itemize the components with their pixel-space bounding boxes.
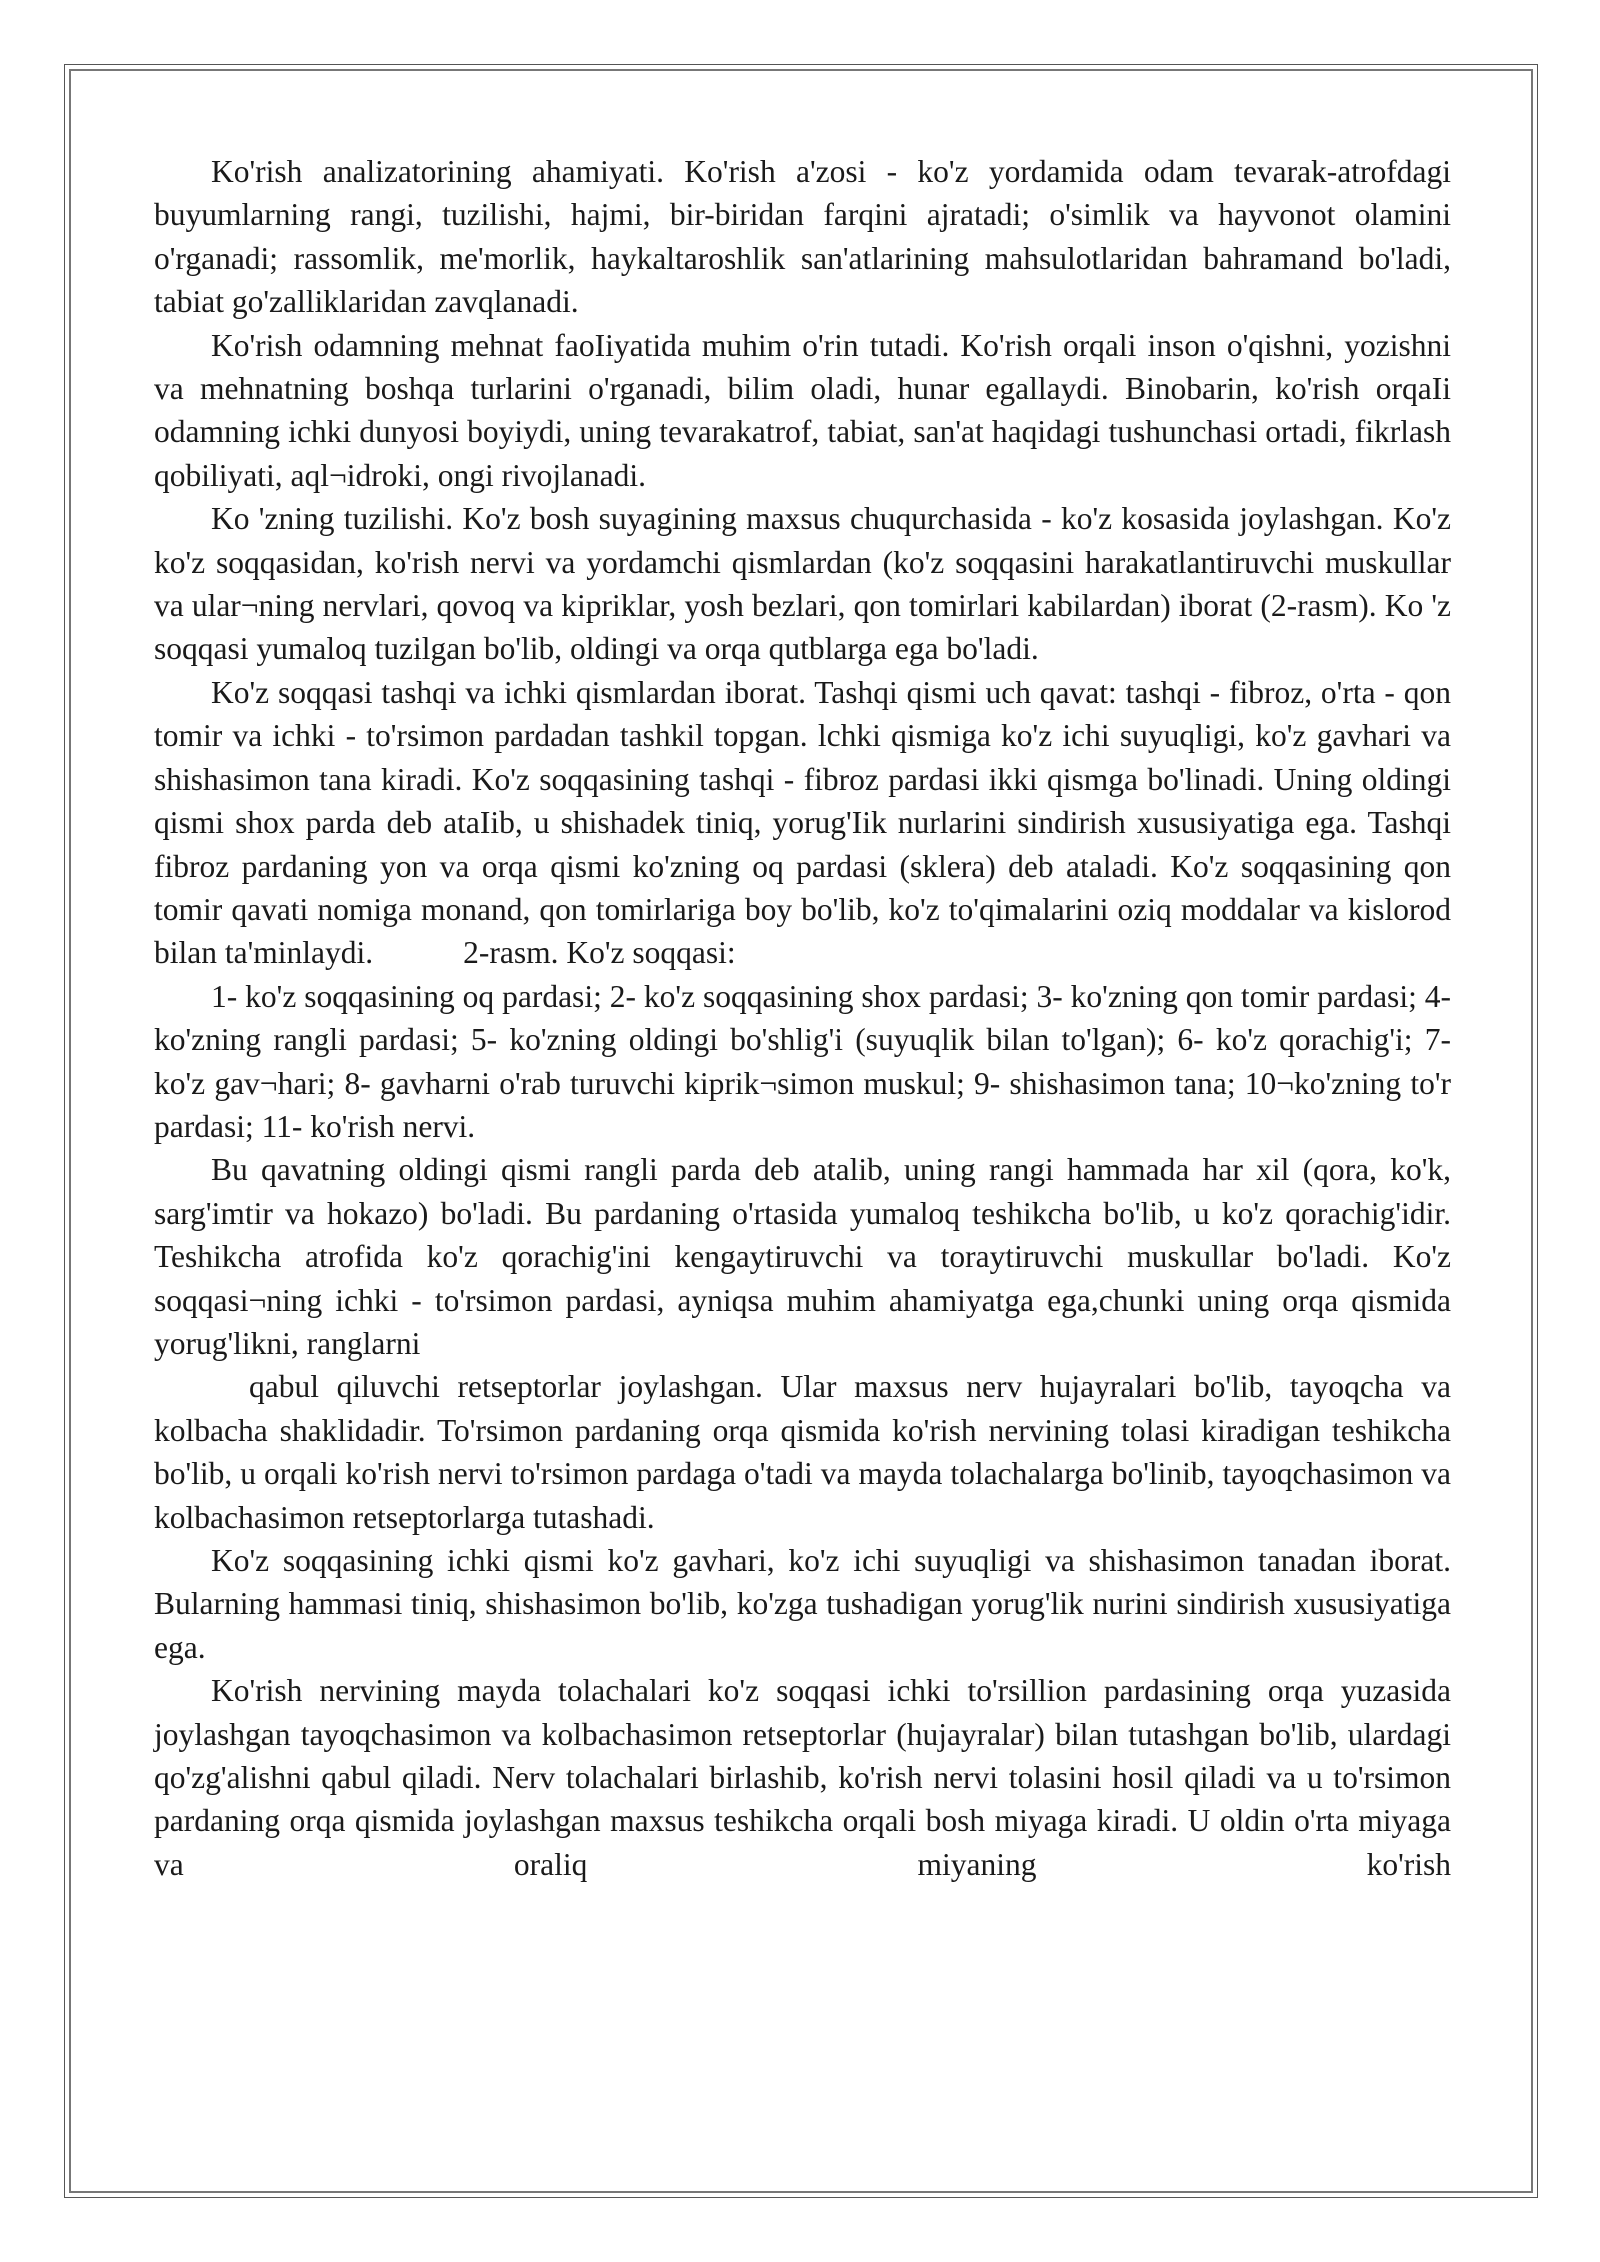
paragraph-vision-in-work: Ko'rish odamning mehnat faoIiyatida muhim o'rin tutadi. Ko'rish orqali inson o'qishni, yozishni va mehnatning boshqa turlarini o'rganadi, bilim oladi, hunar egallaydi. Binobarin, ko'rish orqaIi odamning ichki dunyosi boyiydi, uning tevarakatrof, tabiat, san'at haqidagi tushunchasi ortadi, fikrlash qobiliyati, aql¬idroki, ongi rivojlanadi. [154, 327, 1451, 493]
document-body [154, 150, 1451, 1886]
paragraph-iris: Bu qavatning oldingi qismi rangli parda deb atalib, uning rangi hammada har xil (qora, ko'k, sarg'imtir va hokazo) bo'ladi. Bu pardaning o'rtasida yumaloq teshikcha bo'lib, u ko'z qorachig'idir. Teshikcha atrofida ko'z qorachig'ini kengaytiruvchi va toraytiruvchi muskullar bo'ladi. Ko'z soqqasi¬ning ichki - to'rsimon pardasi, ayniqsa muhim ahamiyatga ega,chunki uning orqa qismida yorug'likni, ranglarni [154, 1152, 1451, 1361]
paragraph-retina-receptors: qabul qiluvchi retseptorlar joylashgan. Ular maxsus nerv hujayralari bo'lib, tayoqcha va kolbacha shaklidadir. To'rsimon pardaning orqa qismida ko'rish nervining tolasi kiradigan teshikcha bo'lib, u orqali ko'rish nervi to'rsimon pardaga o'tadi va mayda tolachalarga bo'linib, tayoqchasimon va kolbachasimon retseptorlarga tutashadi. [154, 1369, 1451, 1535]
paragraph-eyeball-layers-text: Ko'z soqqasi tashqi va ichki qismlardan iborat. Tashqi qismi uch qavat: tashqi - fibroz, o'rta - qon tomir va ichki - to'rsimon pardadan tashkil topgan. lchki qismiga ko'z ichi suyuqligi, ko'z gavhari va shishasimon tana kiradi. Ko'z soqqasining tashqi - fibroz pardasi ikki qismga bo'linadi. Uning oldingi qismi shox parda deb ataIib, u shishadek tiniq, yorug'Iik nurlarini sindirish xususiyatiga ega. Tashqi fibroz pardaning yon va orqa qismi ko'zning oq pardasi (sklera) deb ataladi. Ko'z soqqasining qon tomir qavati nomiga monand, qon tomirlariga boy bo'lib, ko'z to'qimalarini oziq moddalar va kislorod bilan ta'minlaydi. [154, 674, 1451, 971]
figure-legend: 1- ko'z soqqasining oq pardasi; 2- ko'z soqqasining shox pardasi; 3- ko'zning qon tomir pardasi; 4- ko'zning rangli pardasi; 5- ko'zning oldingi bo'shlig'i (suyuqlik bilan to'lgan); 6- ko'z qorachig'i; 7- ko'z gav¬hari; 8- gavharni o'rab turuvchi kiprik¬simon muskul; 9- shishasimon tana; 10¬ko'zning to'r pardasi; 11- ko'rish nervi. [154, 978, 1451, 1144]
paragraph-optic-nerve: Ko'rish nervining mayda tolachalari ko'z soqqasi ichki to'rsillion pardasining orqa yuzasida joylashgan tayoqchasimon va kolbachasimon retseptorlar (hujayralar) bilan tutashgan bo'lib, ulardagi qo'zg'alishni qabul qiladi. Nerv tolachalari birlashib, ko'rish nervi tolasini hosil qiladi va u to'rsimon pardaning orqa qismida joylashgan maxsus teshikcha orqali bosh miyaga kiradi. U oldin o'rta miyaga va oraliq miyaning ko'rish [154, 1673, 1451, 1882]
paragraph-eyeball-layers [154, 671, 1451, 975]
paragraph-analyzer-importance: Ko'rish analizatorining ahamiyati. Ko'rish a'zosi - ko'z yordamida odam tevarak-atrofdagi buyumlarning rangi, tuzilishi, hajmi, bir-biridan farqini ajratadi; o'simlik va hayvonot olamini o'rganadi; rassomlik, me'morlik, haykaltaroshlik san'atlarining mahsulotlaridan bahramand bo'ladi, tabiat go'zalliklaridan zavqlanadi. [154, 154, 1451, 320]
figure-caption: 2-rasm. Ko'z soqqasi: [463, 935, 736, 971]
paragraph-eye-structure: Ko 'zning tuzilishi. Ko'z bosh suyagining maxsus chuqurchasida - ko'z kosasida joylashgan. Ko'z ko'z soqqasidan, ko'rish nervi va yordamchi qismlardan (ko'z soqqasini harakatlantiruvchi muskullar va ular¬ning nervlari, qovoq va kipriklar, yosh bezlari, qon tomirlari kabilardan) iborat (2-rasm). Ko 'z soqqasi yumaloq tuzilgan bo'lib, oldingi va orqa qutblarga ega bo'ladi. [154, 501, 1451, 667]
paragraph-inner-part: Ko'z soqqasining ichki qismi ko'z gavhari, ko'z ichi suyuqligi va shishasimon tanadan iborat. Bularning hammasi tiniq, shishasimon bo'lib, ko'zga tushadigan yorug'lik nurini sindirish xususiyatiga ega. [154, 1543, 1451, 1665]
